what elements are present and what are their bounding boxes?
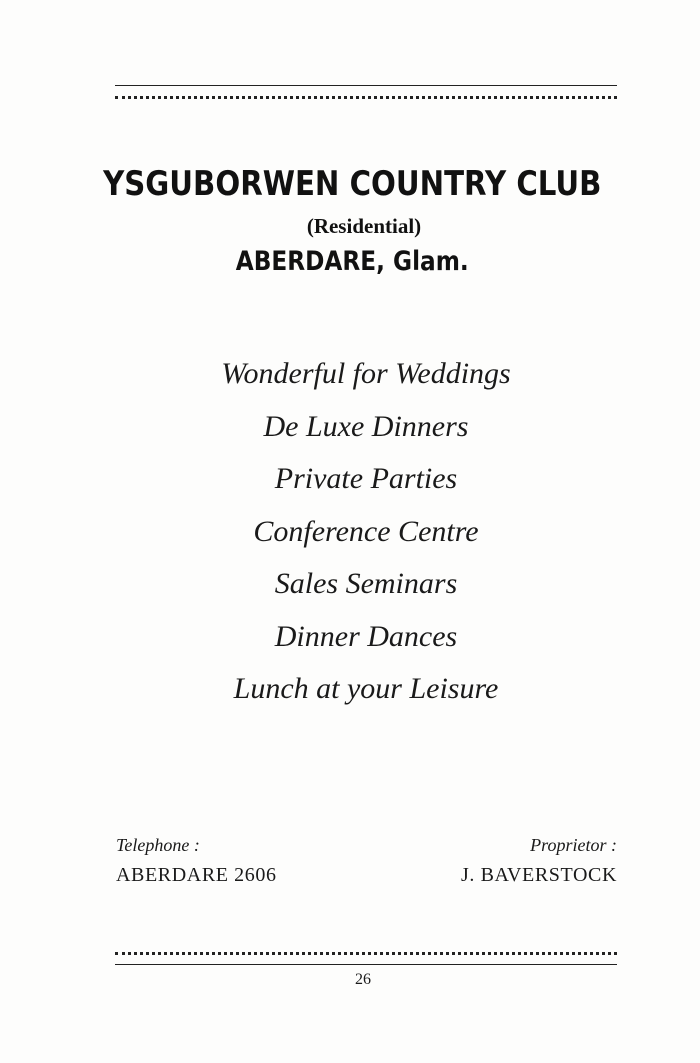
service-item: De Luxe Dinners (263, 409, 469, 443)
service-item: Sales Seminars (274, 567, 458, 600)
services-list (0, 348, 700, 716)
service-item: Private Parties (274, 462, 458, 495)
club-town: ABERDARE, Glam. (235, 246, 469, 277)
page-number: 26 (355, 971, 371, 988)
service-item: Wonderful for Weddings (221, 357, 511, 390)
top-dotted-rule (115, 96, 617, 99)
top-solid-rule (115, 85, 617, 86)
service-item: Conference Centre (253, 514, 479, 548)
club-subtitle: (Residential) (306, 214, 422, 238)
bottom-solid-rule (115, 964, 617, 965)
telephone-label: Telephone : (116, 835, 200, 855)
proprietor-value: J. BAVERSTOCK (461, 864, 617, 886)
club-name-heading: YSGUBORWEN COUNTRY CLUB (103, 164, 602, 204)
service-item: Lunch at your Leisure (233, 672, 499, 705)
proprietor-label: Proprietor : (530, 835, 617, 855)
telephone-value: ABERDARE 2606 (116, 864, 277, 886)
service-item: Dinner Dances (274, 619, 458, 653)
bottom-dotted-rule (115, 952, 617, 955)
